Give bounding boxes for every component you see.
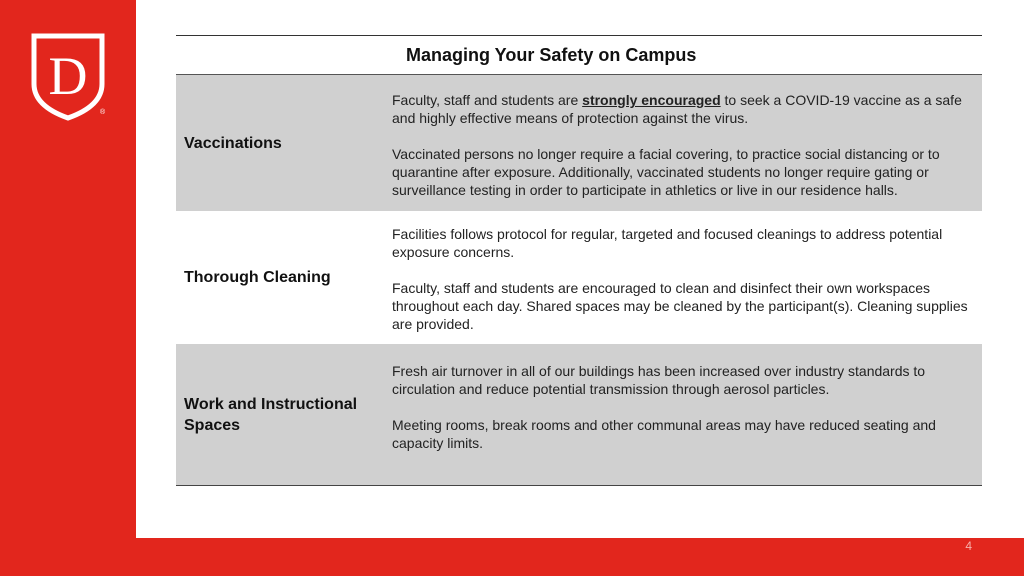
row-label: Vaccinations: [184, 134, 282, 152]
logo-letter: D: [48, 46, 88, 106]
row-paragraph-1: Fresh air turnover in all of our buildings has been increased over industry standards to circulation and reduce potential transmission through aerosol particles.: [392, 363, 926, 397]
page-number: 4: [965, 539, 972, 553]
row-label: Thorough Cleaning: [184, 269, 331, 286]
row-paragraph-1: [392, 91, 982, 127]
row-content: [392, 344, 982, 485]
row-paragraph-1: Facilities follows protocol for regular, targeted and focused cleanings to address potential exposure concerns.: [392, 226, 943, 260]
university-logo-icon: [28, 32, 108, 122]
table-row-spaces: [176, 344, 982, 486]
table-title: Managing Your Safety on Campus: [406, 44, 697, 65]
table-header: [176, 35, 982, 75]
row-paragraph-2: Meeting rooms, break rooms and other communal areas may have reduced seating and capacity limits.: [392, 417, 936, 451]
text-segment: to seek a COVID-19 vaccine as a safe and highly effective means of protection against the virus.: [392, 92, 962, 126]
table-row-cleaning: [176, 211, 982, 344]
brand-sidebar: [0, 0, 136, 576]
row-content: [392, 211, 982, 344]
row-paragraph-2: Vaccinated persons no longer require a facial covering, to practice social distancing or to quarantine after exposure. Additionally, vaccinated students no longer require gating or surveillance testing in order to participate in athletics or live in our residence halls.: [392, 146, 940, 198]
row-label: Work and Instructional Spaces: [184, 395, 358, 434]
table-row-vaccinations: [176, 75, 982, 211]
text-segment: Faculty, staff and students are: [392, 92, 583, 108]
row-content: [392, 75, 982, 211]
registered-mark: ®: [100, 109, 106, 116]
row-paragraph-2: Faculty, staff and students are encouraged to clean and disinfect their own workspaces throughout each day. Shared spaces may be cleaned by the participant(s). Cleaning supplies are provided.: [392, 280, 968, 332]
emphasis-text: strongly encouraged: [582, 92, 721, 108]
safety-table: [176, 35, 982, 486]
footer-bar: [0, 538, 1024, 576]
